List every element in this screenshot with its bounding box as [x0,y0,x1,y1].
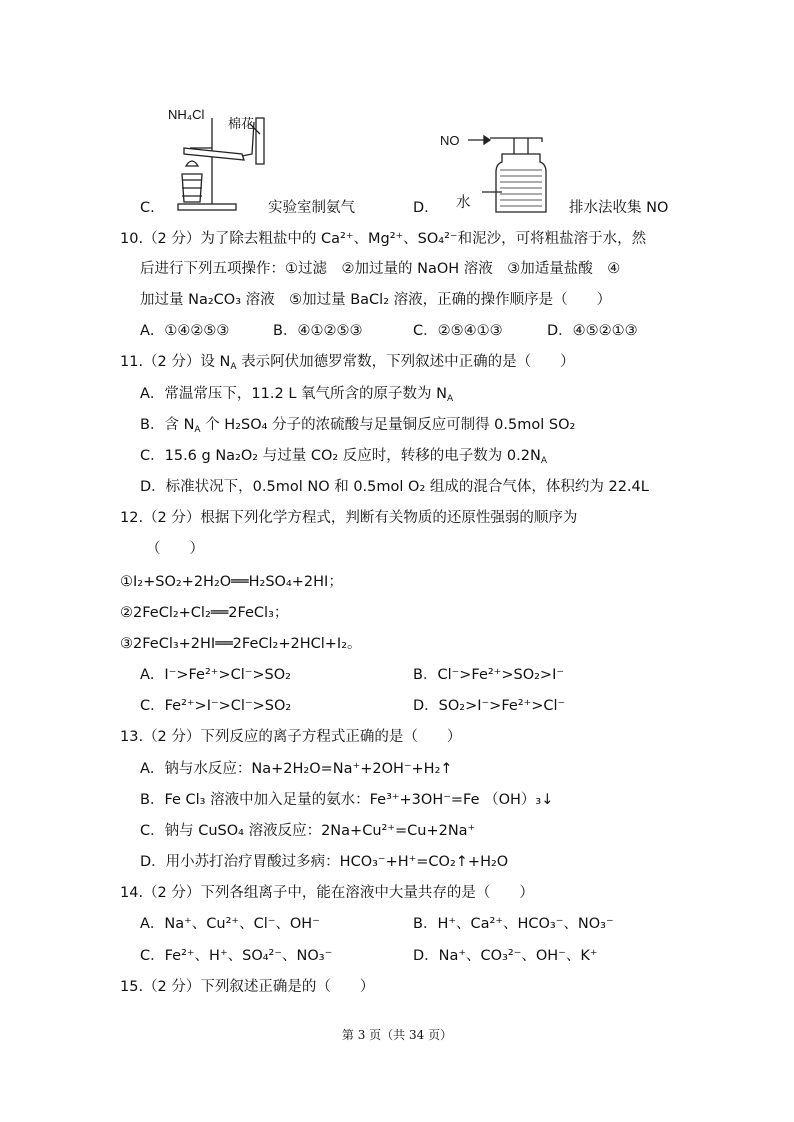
question-number: 12. [120,510,144,526]
equation-1: ①I₂+SO₂+2H₂O══H₂SO₄+2HI； [120,574,343,590]
gas-collection-bottle-figure [462,128,552,218]
question-number: 13. [120,729,144,745]
option-a: A．钠与水反应：Na+2H₂O=Na⁺+2OH⁻+H₂↑ [140,761,453,777]
ammonium-chloride-label: NH₄Cl [168,107,205,122]
option-b: B．含 $N_A$ 个 H₂SO₄ 分子的浓硫酸与足量铜反应可制得 0.5mol SO₂ [140,417,576,435]
option-c: C．15.6 g Na₂O₂ 与过量 CO₂ 反应时，转移的电子数为 $0.2N_A$ [140,448,547,466]
water-label: 水 [456,195,471,211]
question-14 [120,883,534,903]
option-c: C．Fe²⁺、H⁺、SO₄²⁻、NO₃⁻ [140,948,333,964]
question-number: 15. [120,979,144,995]
option-b: B．④①②⑤③ [273,323,363,339]
question-stem: 根据下列化学方程式，判断有关物质的还原性强弱的顺序为 [200,510,578,526]
figure-d-caption: 排水法收集 NO [569,200,669,216]
question-stem: 下列各组离子中，能在溶液中大量共存的是（ ） [200,885,534,901]
question-number: 11. [120,354,144,370]
option-c: C．Fe²⁺>I⁻>Cl⁻>SO₂ [140,698,292,714]
no-gas-label: NO [440,133,460,148]
option-d: D．标准状况下，0.5mol NO 和 0.5mol O₂ 组成的混合气体，体积约为 22.4L [140,479,649,495]
question-stem: 设 $N_A$ 表示阿伏加德罗常数，下列叙述中正确的是（ ） [200,354,575,372]
figure-c-option: C. [140,200,155,216]
question-10-line-2: 后进行下列五项操作：①过滤 ②加过量的 NaOH 溶液 ③加适量盐酸 ④ [140,261,621,277]
question-score: （2 分） [143,885,201,901]
question-10-line-3: 加过量 Na₂CO₃ 溶液 ⑤加过量 BaCl₂ 溶液，正确的操作顺序是（ ） [140,292,612,308]
question-13 [120,727,461,747]
question-10 [120,229,646,249]
question-12-paren: （ ） [146,541,204,557]
equation-3: ③2FeCl₃+2HI══2FeCl₂+2HCl+I₂。 [120,636,362,652]
question-stem: 下列叙述正确是的（ ） [200,979,375,995]
question-score: （2 分） [143,979,201,995]
option-a: A．Na⁺、Cu²⁺、Cl⁻、OH⁻ [140,916,320,932]
question-score: （2 分） [143,510,201,526]
option-c: C．②⑤④①③ [413,323,503,339]
option-a: A．常温常压下，11.2 L 氧气所含的原子数为 $N_A$ [140,386,454,404]
question-number: 10. [120,231,144,247]
question-stem: 下列反应的离子方程式正确的是（ ） [200,729,462,745]
question-score: （2 分） [143,231,201,247]
option-a: A．I⁻>Fe²⁺>Cl⁻>SO₂ [140,667,291,683]
option-b: B．Cl⁻>Fe²⁺>SO₂>I⁻ [413,667,564,683]
option-c: C．钠与 CuSO₄ 溶液反应：2Na+Cu²⁺=Cu+2Na⁺ [140,823,476,839]
option-a: A．①④②⑤③ [140,323,230,339]
option-b: B．Fe Cl₃ 溶液中加入足量的氨水：Fe³⁺+3OH⁻=Fe （OH）₃↓ [140,792,554,808]
question-15 [120,977,374,997]
question-score: （2 分） [143,729,201,745]
figure-c-caption: 实验室制氨气 [268,200,355,216]
question-stem: 为了除去粗盐中的 Ca²⁺、Mg²⁺、SO₄²⁻和泥沙，可将粗盐溶于水，然 [200,231,647,247]
question-12 [120,508,577,528]
option-d: D．Na⁺、CO₃²⁻、OH⁻、K⁺ [413,948,598,964]
option-d: D．④⑤②①③ [547,323,638,339]
figure-d-option: D. [413,200,429,216]
question-score: （2 分） [143,354,201,370]
cotton-label: 棉花 [228,116,255,131]
question-number: 14. [120,885,144,901]
option-b: B．H⁺、Ca²⁺、HCO₃⁻、NO₃⁻ [413,916,614,932]
question-11 [120,352,575,372]
equation-2: ②2FeCl₂+Cl₂══2FeCl₃； [120,605,289,621]
option-d: D．SO₂>I⁻>Fe²⁺>Cl⁻ [413,698,566,714]
option-d: D．用小苏打治疗胃酸过多病：HCO₃⁻+H⁺=CO₂↑+H₂O [140,854,509,870]
page-footer: 第 3 页（共 34 页） [341,1028,453,1042]
